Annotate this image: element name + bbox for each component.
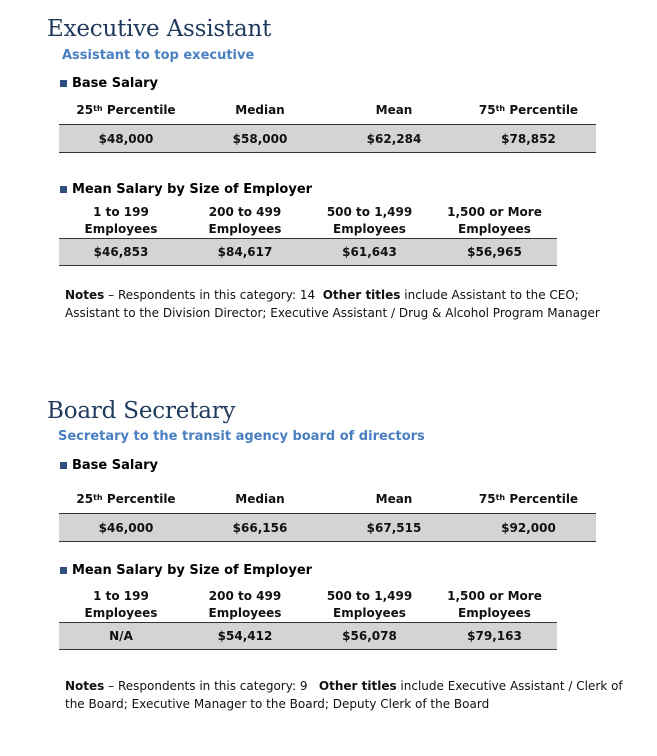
job-title: Board Secretary [47, 398, 236, 424]
mean-by-size-label: Mean Salary by Size of Employer [72, 182, 313, 197]
notes-label: Notes [65, 288, 105, 302]
value-median: $58,000 [193, 125, 327, 153]
table-header-row [59, 485, 596, 514]
respondent-count: 14 [299, 288, 316, 302]
table-row [59, 623, 557, 650]
base-salary-table [59, 485, 596, 542]
table-row [59, 239, 557, 266]
value-mean: $62,284 [327, 125, 461, 153]
value-75th-percentile: $92,000 [461, 514, 596, 542]
header-size-1500-plus: 1,500 or More Employees [432, 588, 557, 623]
value-size-200-499: $84,617 [183, 239, 307, 266]
other-titles-text: include Assistant to the CEO; Assistant to the Division Director; Executive Assistant / Drug & Alcohol Program Manager [65, 288, 600, 320]
table-header-row [59, 96, 596, 125]
value-size-1500-plus: $79,163 [432, 623, 557, 650]
employer-size-table [59, 204, 557, 266]
base-salary-table [59, 96, 596, 153]
value-size-500-1499: $56,078 [307, 623, 432, 650]
value-mean: $67,515 [327, 514, 461, 542]
base-salary-heading [60, 458, 158, 473]
header-size-1-199: 1 to 199 Employees [59, 588, 183, 623]
other-titles-text: include Executive Assistant / Clerk of the Board; Executive Manager to the Board; Deputy Clerk of the Board [65, 679, 623, 711]
mean-by-size-label: Mean Salary by Size of Employer [72, 563, 313, 578]
other-titles-label: Other titles [318, 679, 397, 693]
header-75th-percentile: 75th Percentile [461, 485, 596, 514]
header-mean: Mean [327, 96, 461, 125]
value-size-1-199: N/A [59, 623, 183, 650]
notes [65, 286, 625, 322]
value-75th-percentile: $78,852 [461, 125, 596, 153]
notes-label: Notes [65, 679, 105, 693]
value-size-1-199: $46,853 [59, 239, 183, 266]
header-size-1500-plus: 1,500 or More Employees [432, 204, 557, 239]
header-size-1-199: 1 to 199 Employees [59, 204, 183, 239]
square-bullet-icon [60, 567, 67, 574]
value-size-500-1499: $61,643 [307, 239, 432, 266]
value-size-1500-plus: $56,965 [432, 239, 557, 266]
job-subtitle: Secretary to the transit agency board of directors [58, 429, 425, 444]
mean-by-size-heading [60, 563, 312, 578]
square-bullet-icon [60, 462, 67, 469]
base-salary-label: Base Salary [72, 76, 159, 91]
notes-respondents-prefix: – Respondents in this category: [104, 679, 300, 693]
table-row [59, 514, 596, 542]
mean-by-size-heading [60, 182, 312, 197]
notes [65, 677, 625, 713]
value-25th-percentile: $46,000 [59, 514, 193, 542]
table-row [59, 125, 596, 153]
header-25th-percentile: 25th Percentile [59, 485, 193, 514]
other-titles-label: Other titles [322, 288, 401, 302]
value-25th-percentile: $48,000 [59, 125, 193, 153]
respondent-count: 9 [299, 679, 308, 693]
employer-size-table [59, 588, 557, 650]
square-bullet-icon [60, 186, 67, 193]
job-subtitle: Assistant to top executive [62, 48, 255, 63]
header-median: Median [193, 485, 327, 514]
header-size-200-499: 200 to 499 Employees [183, 588, 307, 623]
table-header-row [59, 204, 557, 239]
notes-respondents-prefix: – Respondents in this category: [104, 288, 300, 302]
header-25th-percentile: 25th Percentile [59, 96, 193, 125]
header-size-200-499: 200 to 499 Employees [183, 204, 307, 239]
header-size-500-1499: 500 to 1,499 Employees [307, 588, 432, 623]
base-salary-label: Base Salary [72, 458, 159, 473]
square-bullet-icon [60, 80, 67, 87]
table-header-row [59, 588, 557, 623]
value-median: $66,156 [193, 514, 327, 542]
header-mean: Mean [327, 485, 461, 514]
header-75th-percentile: 75th Percentile [461, 96, 596, 125]
value-size-200-499: $54,412 [183, 623, 307, 650]
header-median: Median [193, 96, 327, 125]
job-title: Executive Assistant [47, 16, 272, 42]
header-size-500-1499: 500 to 1,499 Employees [307, 204, 432, 239]
base-salary-heading [60, 76, 158, 91]
